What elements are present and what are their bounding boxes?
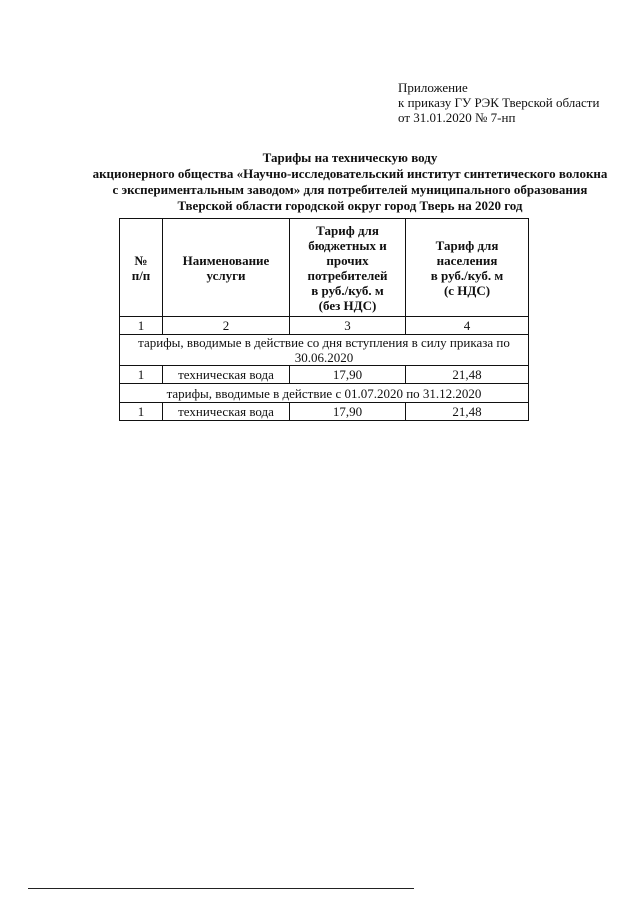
appendix-block bbox=[398, 80, 599, 125]
footnote-divider bbox=[28, 888, 414, 889]
row-number: 1 bbox=[120, 403, 163, 421]
row-number: 1 bbox=[120, 366, 163, 384]
title-line-3: с экспериментальным заводом» для потребителей муниципального образования bbox=[112, 182, 588, 197]
column-number: 1 bbox=[120, 317, 163, 335]
period-label: тарифы, вводимые в действие с 01.07.2020 по 31.12.2020 bbox=[120, 384, 529, 403]
table-header-row bbox=[120, 219, 529, 317]
row-tariff-budget: 17,90 bbox=[290, 366, 406, 384]
period-label: тарифы, вводимые в действие со дня вступления в силу приказа по 30.06.2020 bbox=[120, 335, 529, 366]
column-number: 2 bbox=[163, 317, 290, 335]
column-numbers-row bbox=[120, 317, 529, 335]
document-title bbox=[60, 150, 639, 214]
title-line-1: Тарифы на техническую воду bbox=[262, 150, 438, 165]
row-service: техническая вода bbox=[163, 403, 290, 421]
column-number: 3 bbox=[290, 317, 406, 335]
header-service-name: Наименование услуги bbox=[163, 219, 290, 317]
period-header-row bbox=[120, 384, 529, 403]
row-tariff-population: 21,48 bbox=[406, 366, 529, 384]
column-number: 4 bbox=[406, 317, 529, 335]
appendix-label: Приложение bbox=[398, 80, 468, 95]
appendix-order-ref: к приказу ГУ РЭК Тверской области bbox=[398, 95, 600, 110]
header-tariff-population: Тариф для населения в руб./куб. м (с НДС) bbox=[406, 219, 529, 317]
header-number: № п/п bbox=[120, 219, 163, 317]
title-line-2: акционерного общества «Научно-исследовательский институт синтетического волокна bbox=[92, 166, 608, 181]
row-service: техническая вода bbox=[163, 366, 290, 384]
table-row bbox=[120, 403, 529, 421]
tariff-table bbox=[119, 218, 529, 421]
appendix-order-date: от 31.01.2020 № 7-нп bbox=[398, 110, 516, 125]
row-tariff-population: 21,48 bbox=[406, 403, 529, 421]
header-tariff-budget: Тариф для бюджетных и прочих потребителей в руб./куб. м (без НДС) bbox=[290, 219, 406, 317]
title-line-4: Тверской области городской округ город Тверь на 2020 год bbox=[177, 198, 523, 213]
period-header-row bbox=[120, 335, 529, 366]
row-tariff-budget: 17,90 bbox=[290, 403, 406, 421]
table-row bbox=[120, 366, 529, 384]
